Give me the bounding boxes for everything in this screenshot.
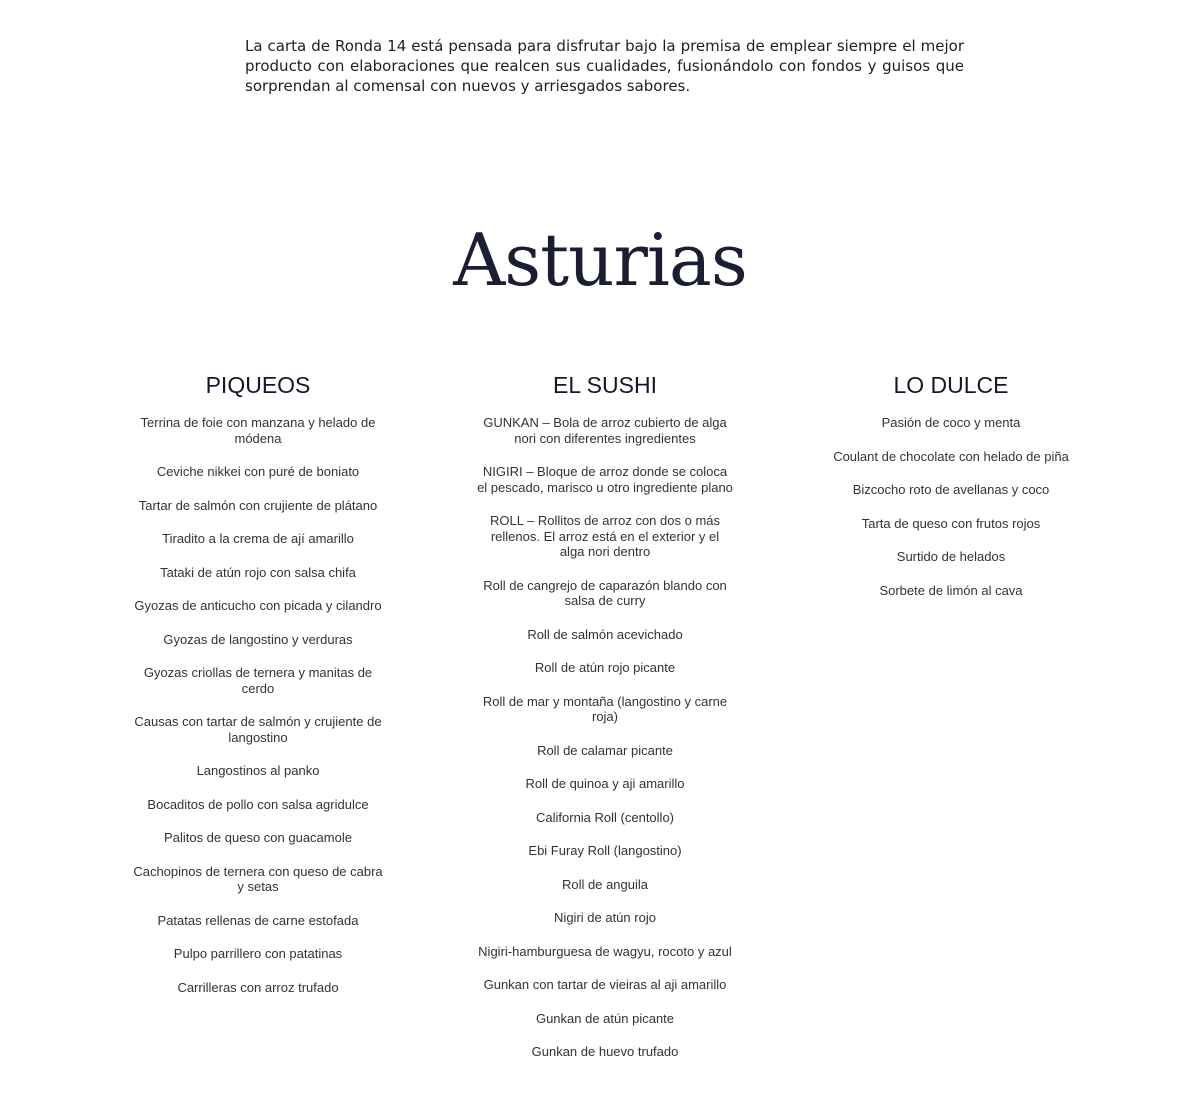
menu-item: Carrilleras con arroz trufado	[177, 979, 339, 995]
menu-item: Gyozas de anticucho con picada y cilandro	[134, 598, 382, 613]
menu-section-lo-dulce	[801, 368, 1101, 616]
menu-item: GUNKAN – Bola de arroz cubierto de alga nori con diferentes ingredientes	[483, 415, 727, 446]
menu-item: Roll de salmón acevichado	[527, 626, 683, 642]
menu-item: Coulant de chocolate con helado de piña	[833, 448, 1069, 464]
section-title: LO DULCE	[893, 372, 1009, 398]
menu-item: Sorbete de limón al cava	[879, 582, 1023, 598]
menu-item: Ceviche nikkei con puré de boniato	[156, 464, 360, 479]
menu-item: Gunkan de huevo trufado	[531, 1044, 679, 1059]
dish-list	[108, 415, 408, 995]
menu-item: Gyozas de langostino y verduras	[163, 631, 353, 647]
menu-item: Tiradito a la crema de ají amarillo	[162, 531, 354, 546]
menu-item: Roll de quinoa y aji amarillo	[525, 776, 685, 791]
menu-item: Roll de atún rojo picante	[534, 660, 676, 675]
menu-item: Palitos de queso con guacamole	[164, 830, 352, 845]
menu-item: California Roll (centollo)	[536, 809, 674, 825]
menu-item: Tarta de queso con frutos rojos	[861, 515, 1041, 531]
menu-item: Nigiri de atún rojo	[554, 910, 656, 925]
menu-item: Langostinos al panko	[196, 763, 320, 778]
menu-item: Bocaditos de pollo con salsa agridulce	[147, 796, 369, 812]
section-title: PIQUEOS	[205, 372, 311, 398]
menu-item: Terrina de foie con manzana y helado de módena	[140, 415, 376, 446]
menu-item: Causas con tartar de salmón y crujiente de langostino	[134, 714, 382, 745]
menu-item: Cachopinos de ternera con queso de cabra y setas	[133, 863, 383, 894]
city-title: Asturias	[453, 218, 747, 302]
menu-item: ROLL – Rollitos de arroz con dos o más rellenos. El arroz está en el exterior y el alga nori dentro	[489, 513, 720, 559]
menu-item: Gunkan de atún picante	[535, 1010, 675, 1026]
menu-item: Pulpo parrillero con patatinas	[173, 946, 343, 961]
menu-item: Gunkan con tartar de vieiras al aji amarillo	[483, 977, 727, 992]
menu-item: Surtido de helados	[896, 549, 1006, 564]
menu-item: Ebi Furay Roll (langostino)	[528, 843, 682, 858]
intro-paragraph: La carta de Ronda 14 está pensada para disfrutar bajo la premisa de emplear siempre el mejor producto con elaboraciones que realcen sus cualidades, fusionándolo con fondos y guisos que sorprendan al comensal con nuevos y arriesgados sabores.	[245, 37, 964, 95]
menu-section-piqueos	[108, 368, 408, 1013]
menu-item: Gyozas criollas de ternera y manitas de cerdo	[143, 665, 373, 696]
menu-item: Roll de anguila	[561, 876, 648, 892]
menu-item: Roll de mar y montaña (langostino y carne roja)	[482, 693, 728, 724]
menu-item: Patatas rellenas de carne estofada	[157, 912, 359, 928]
menu-item: Tataki de atún rojo con salsa chifa	[160, 564, 356, 580]
section-title: EL SUSHI	[553, 372, 657, 398]
dish-list	[455, 415, 755, 1060]
menu-item: Roll de calamar picante	[537, 742, 673, 758]
menu-item: NIGIRI – Bloque de arroz donde se coloca el pescado, marisco u otro ingrediente plano	[477, 464, 733, 495]
menu-section-el-sushi	[455, 368, 755, 1078]
menu-item: Pasión de coco y menta	[881, 415, 1021, 430]
dish-list	[801, 415, 1101, 598]
menu-item: Tartar de salmón con crujiente de plátano	[138, 497, 378, 513]
menu-item: Nigiri-hamburguesa de wagyu, rocoto y azul	[478, 943, 732, 959]
menu-item: Bizcocho roto de avellanas y coco	[852, 482, 1050, 497]
menu-item: Roll de cangrejo de caparazón blando con salsa de curry	[483, 577, 727, 608]
